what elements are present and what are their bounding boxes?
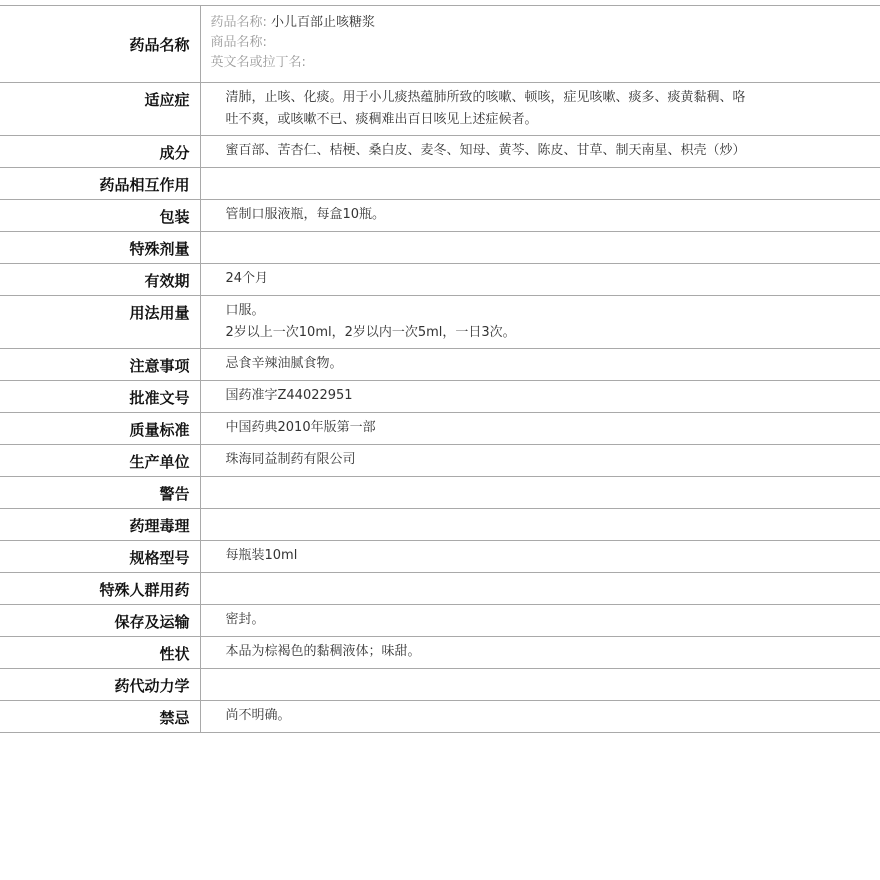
value-line: 清肺，止咳、化痰。用于小儿痰热蕴肺所致的咳嗽、顿咳，症见咳嗽、痰多、痰黄黏稠、咯 xyxy=(225,90,746,105)
row-label: 生产单位 xyxy=(0,445,200,477)
drug-spec-table xyxy=(0,5,880,733)
row-label: 注意事项 xyxy=(0,349,200,381)
row-warning xyxy=(0,477,880,509)
row-contraindications xyxy=(0,701,880,733)
row-pharmacology-toxicology xyxy=(0,509,880,541)
row-label: 药品名称 xyxy=(0,6,200,83)
row-label: 批准文号 xyxy=(0,381,200,413)
row-pharmacokinetics xyxy=(0,669,880,701)
row-label: 特殊剂量 xyxy=(0,232,200,264)
row-label: 警告 xyxy=(0,477,200,509)
row-approval-number xyxy=(0,381,880,413)
row-label: 药品相互作用 xyxy=(0,168,200,200)
row-drug-interactions xyxy=(0,168,880,200)
value-line: 2岁以上一次10ml，2岁以内一次5ml，一日3次。 xyxy=(225,325,516,340)
row-value: 密封。 xyxy=(225,612,265,627)
row-quality-standard xyxy=(0,413,880,445)
row-value xyxy=(200,477,880,509)
row-value: 每瓶装10ml xyxy=(225,548,298,563)
row-value xyxy=(200,669,880,701)
row-specification xyxy=(0,541,880,573)
row-manufacturer xyxy=(0,445,880,477)
row-label: 质量标准 xyxy=(0,413,200,445)
trade-name-key: 商品名称: xyxy=(210,35,267,50)
row-value xyxy=(200,232,880,264)
row-label: 规格型号 xyxy=(0,541,200,573)
row-label: 适应症 xyxy=(0,83,200,136)
trade-name-line xyxy=(211,33,880,53)
row-value xyxy=(200,6,880,83)
row-value: 24个月 xyxy=(225,271,269,286)
row-value xyxy=(200,168,880,200)
row-label: 成分 xyxy=(0,136,200,168)
row-usage-dosage xyxy=(0,296,880,349)
row-indications xyxy=(0,83,880,136)
row-special-populations xyxy=(0,573,880,605)
generic-name-line xyxy=(211,13,880,33)
row-shelf-life xyxy=(0,264,880,296)
row-label: 保存及运输 xyxy=(0,605,200,637)
row-value: 管制口服液瓶，每盒10瓶。 xyxy=(225,207,386,222)
row-packaging xyxy=(0,200,880,232)
row-special-dosage xyxy=(0,232,880,264)
row-drug-name xyxy=(0,6,880,83)
value-line: 吐不爽，或咳嗽不已、痰稠难出百日咳见上述症候者。 xyxy=(225,112,538,127)
row-value xyxy=(200,296,880,349)
row-value: 中国药典2010年版第一部 xyxy=(225,420,376,435)
row-label: 用法用量 xyxy=(0,296,200,349)
row-precautions xyxy=(0,349,880,381)
row-value: 珠海同益制药有限公司 xyxy=(225,452,356,467)
english-name-line xyxy=(211,53,880,73)
row-label: 包装 xyxy=(0,200,200,232)
row-value: 尚不明确。 xyxy=(225,708,291,723)
row-value xyxy=(200,573,880,605)
row-ingredients xyxy=(0,136,880,168)
generic-name-value: 小儿百部止咳糖浆 xyxy=(271,15,376,30)
generic-name-key: 药品名称: xyxy=(210,15,267,30)
row-description xyxy=(0,637,880,669)
row-label: 药理毒理 xyxy=(0,509,200,541)
row-label: 有效期 xyxy=(0,264,200,296)
value-line: 口服。 xyxy=(225,303,265,318)
row-label: 特殊人群用药 xyxy=(0,573,200,605)
row-label: 药代动力学 xyxy=(0,669,200,701)
row-value: 国药准字Z44022951 xyxy=(225,388,353,403)
row-value xyxy=(200,509,880,541)
row-storage-transport xyxy=(0,605,880,637)
row-value: 本品为棕褐色的黏稠液体；味甜。 xyxy=(225,644,421,659)
english-name-key: 英文名或拉丁名: xyxy=(210,55,306,70)
row-value: 蜜百部、苦杏仁、桔梗、桑白皮、麦冬、知母、黄芩、陈皮、甘草、制天南星、枳壳（炒） xyxy=(225,143,746,158)
row-label: 禁忌 xyxy=(0,701,200,733)
row-value xyxy=(200,83,880,136)
row-label: 性状 xyxy=(0,637,200,669)
row-value: 忌食辛辣油腻食物。 xyxy=(225,356,343,371)
